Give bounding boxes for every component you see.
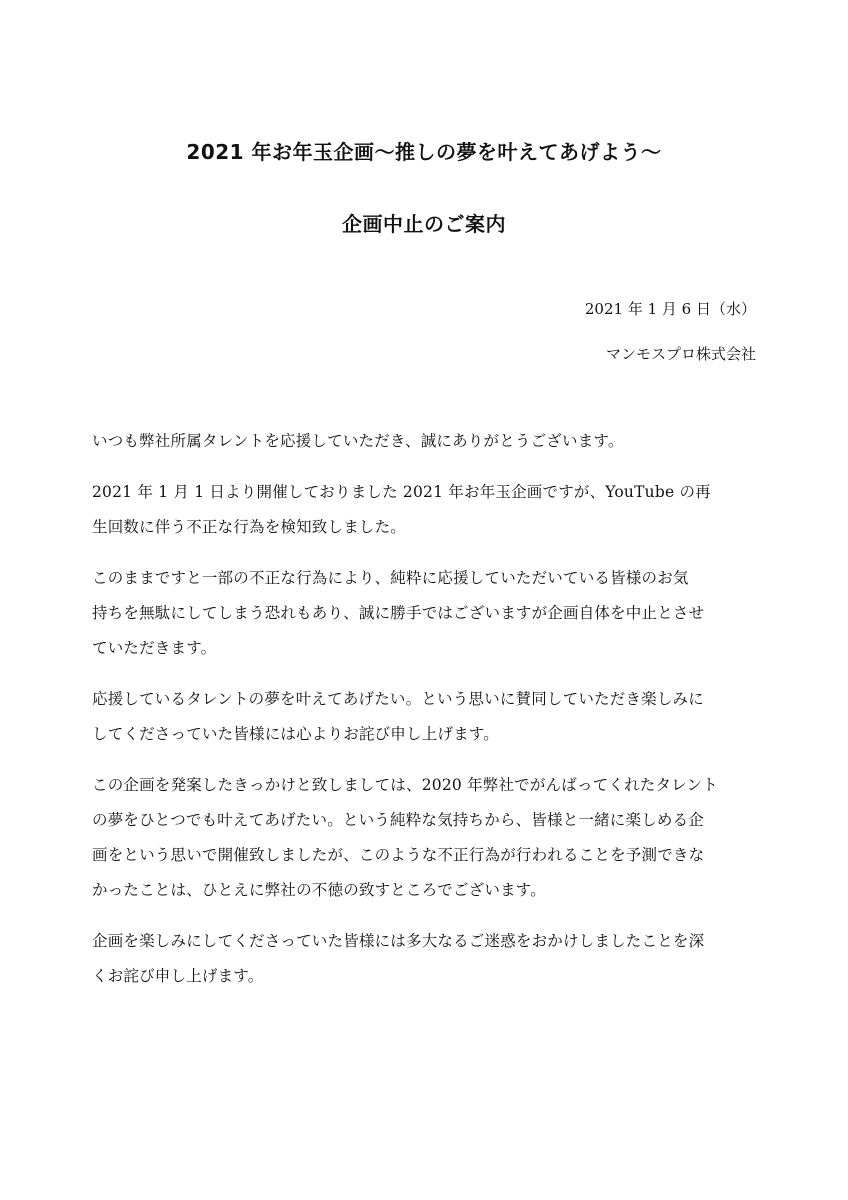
paragraph-apology: 応援しているタレントの夢を叶えてあげたい。という思いに賛同していただき楽しみに してくださっていた皆様には心よりお詫び申し上げます。 bbox=[92, 690, 704, 743]
paragraph-detection: 2021 年 1 月 1 日より開催しておりました 2021 年お年玉企画ですが、YouTube の再 生回数に伴う不正な行為を検知致しました。 bbox=[92, 483, 711, 536]
company-name: マンモスプロ株式会社 bbox=[605, 345, 756, 363]
paragraph-greeting: いつも弊社所属タレントを応援していただき、誠にありがとうございます。 bbox=[92, 432, 624, 450]
paragraph-closing: 企画を楽しみにしてくださっていた皆様には多大なるご迷惑をおかけしましたことを深 くお詫び申し上げます。 bbox=[92, 932, 705, 985]
paragraph-cancellation: このままですと一部の不正な行為により、純粋に応援していただいている皆様のお気 持ちを無駄にしてしまう恐れもあり、誠に勝手ではございますが企画自体を中止とさせ ていただきます。 bbox=[92, 569, 705, 657]
document-date: 2021 年 1 月 6 日（水） bbox=[584, 300, 756, 318]
document-title: 2021 年お年玉企画～推しの夢を叶えてあげよう～ bbox=[186, 140, 662, 164]
paragraph-background: この企画を発案したきっかけと致しましては、2020 年弊社でがんばってくれたタレント の夢をひとつでも叶えてあげたい。という純粋な気持ちから、皆様と一緒に楽しめる企 画をという思いで開催致しましたが、このような不正行為が行われることを予測できな かったことは、ひとえに弊社の不徳の致すところでございます。 bbox=[92, 776, 718, 899]
document-body bbox=[92, 424, 752, 1010]
document-subtitle: 企画中止のご案内 bbox=[342, 212, 506, 236]
